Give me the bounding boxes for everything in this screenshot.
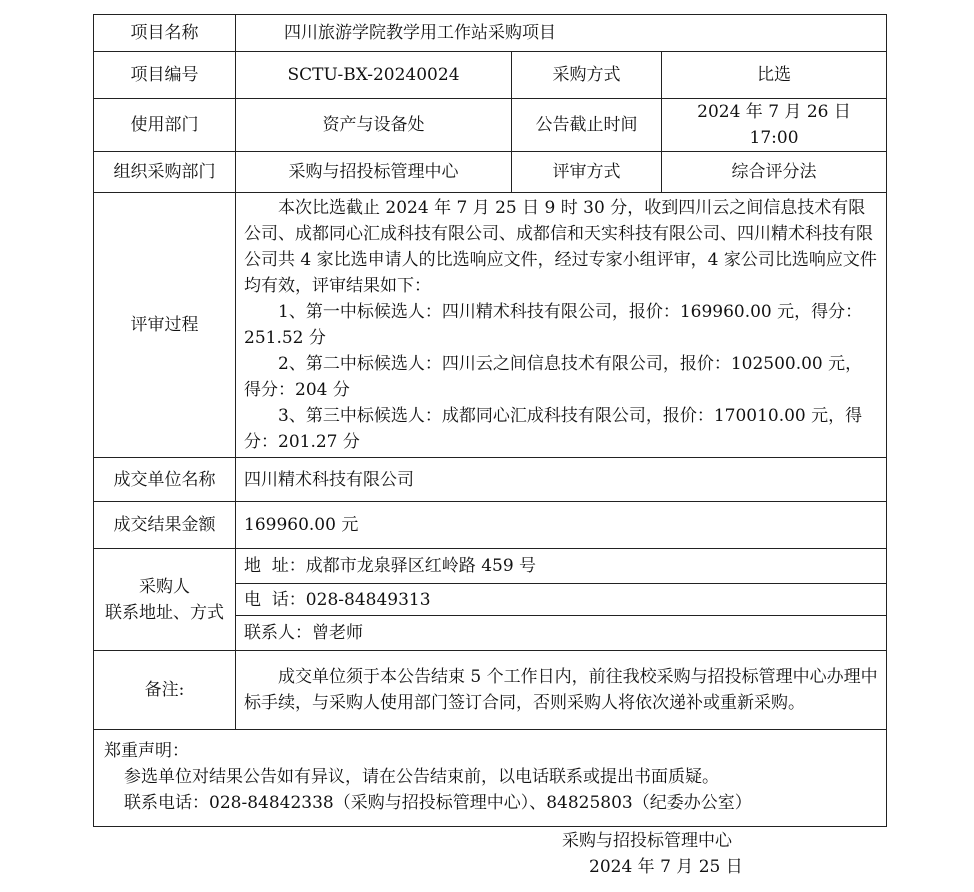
project-no-label: 项目编号	[94, 52, 236, 99]
review-process-content	[236, 193, 887, 458]
procure-method-label: 采购方式	[512, 52, 662, 99]
declaration-line-2: 联系电话：028-84842338（采购与招投标管理中心）、84825803（纪委办公室）	[124, 793, 752, 813]
footer-date: 2024 年 7 月 25 日	[589, 857, 743, 877]
declaration-line-1: 参选单位对结果公告如有异议，请在公告结束前，以电话联系或提出书面质疑。	[124, 767, 719, 787]
row-winner	[94, 458, 887, 502]
contact-label-line-1: 采购人	[139, 576, 190, 597]
footer-issuer: 采购与招投标管理中心	[562, 831, 732, 851]
row-review-process	[94, 193, 887, 458]
winner-value: 四川精术科技有限公司	[236, 458, 887, 502]
remark-text: 成交单位须于本公告结束 5 个工作日内，前往我校采购与招投标管理中心办理中标手续，与采购人使用部门签订合同，否则采购人将依次递补或重新采购。	[244, 667, 878, 713]
org-dept-label: 组织采购部门	[94, 152, 236, 193]
row-project-no	[94, 52, 887, 99]
contact-label-line-2: 联系地址、方式	[105, 602, 224, 623]
contact-phone: 电 话：028-84849313	[236, 584, 887, 616]
row-amount	[94, 502, 887, 549]
row-dept	[94, 99, 887, 152]
amount-value: 169960.00 元	[236, 502, 887, 549]
review-item-2: 2、第二中标候选人：四川云之间信息技术有限公司，报价：102500.00 元，得分：204 分	[244, 354, 863, 400]
declaration-content	[94, 730, 887, 827]
remark-label: 备注:	[94, 651, 236, 730]
contact-person: 联系人：曾老师	[236, 616, 887, 651]
review-process-label: 评审过程	[94, 193, 236, 458]
row-org-dept	[94, 152, 887, 193]
review-method-label: 评审方式	[512, 152, 662, 193]
declaration-title: 郑重声明：	[104, 741, 189, 761]
procure-method-value: 比选	[662, 52, 887, 99]
row-project-name	[94, 15, 887, 52]
procurement-result-table	[93, 14, 887, 827]
contact-label	[94, 549, 236, 651]
project-name-value: 四川旅游学院教学用工作站采购项目	[236, 15, 887, 52]
review-method-value: 综合评分法	[662, 152, 887, 193]
amount-label: 成交结果金额	[94, 502, 236, 549]
dept-value: 资产与设备处	[236, 99, 512, 152]
project-name-label: 项目名称	[94, 15, 236, 52]
dept-label: 使用部门	[94, 99, 236, 152]
review-intro: 本次比选截止 2024 年 7 月 25 日 9 时 30 分，收到四川云之间信息技术有限公司、成都同心汇成科技有限公司、成都信和天实科技有限公司、四川精术科技有限公司共 4 家比选申请人的比选响应文件，经过专家小组评审，4 家公司比选响应文件均有效，评审结果如下：	[244, 198, 877, 296]
row-declaration	[94, 730, 887, 827]
winner-label: 成交单位名称	[94, 458, 236, 502]
review-item-1: 1、第一中标候选人：四川精术科技有限公司，报价：169960.00 元，得分：251.52 分	[244, 302, 863, 348]
row-remark	[94, 651, 887, 730]
remark-content	[236, 651, 887, 730]
project-no-value: SCTU-BX-20240024	[236, 52, 512, 99]
deadline-value: 2024 年 7 月 26 日 17:00	[662, 99, 887, 152]
deadline-label: 公告截止时间	[512, 99, 662, 152]
row-contact-address	[94, 549, 887, 584]
contact-address: 地 址：成都市龙泉驿区红岭路 459 号	[236, 549, 887, 584]
org-dept-value: 采购与招投标管理中心	[236, 152, 512, 193]
review-item-3: 3、第三中标候选人：成都同心汇成科技有限公司，报价：170010.00 元，得分：201.27 分	[244, 406, 863, 452]
